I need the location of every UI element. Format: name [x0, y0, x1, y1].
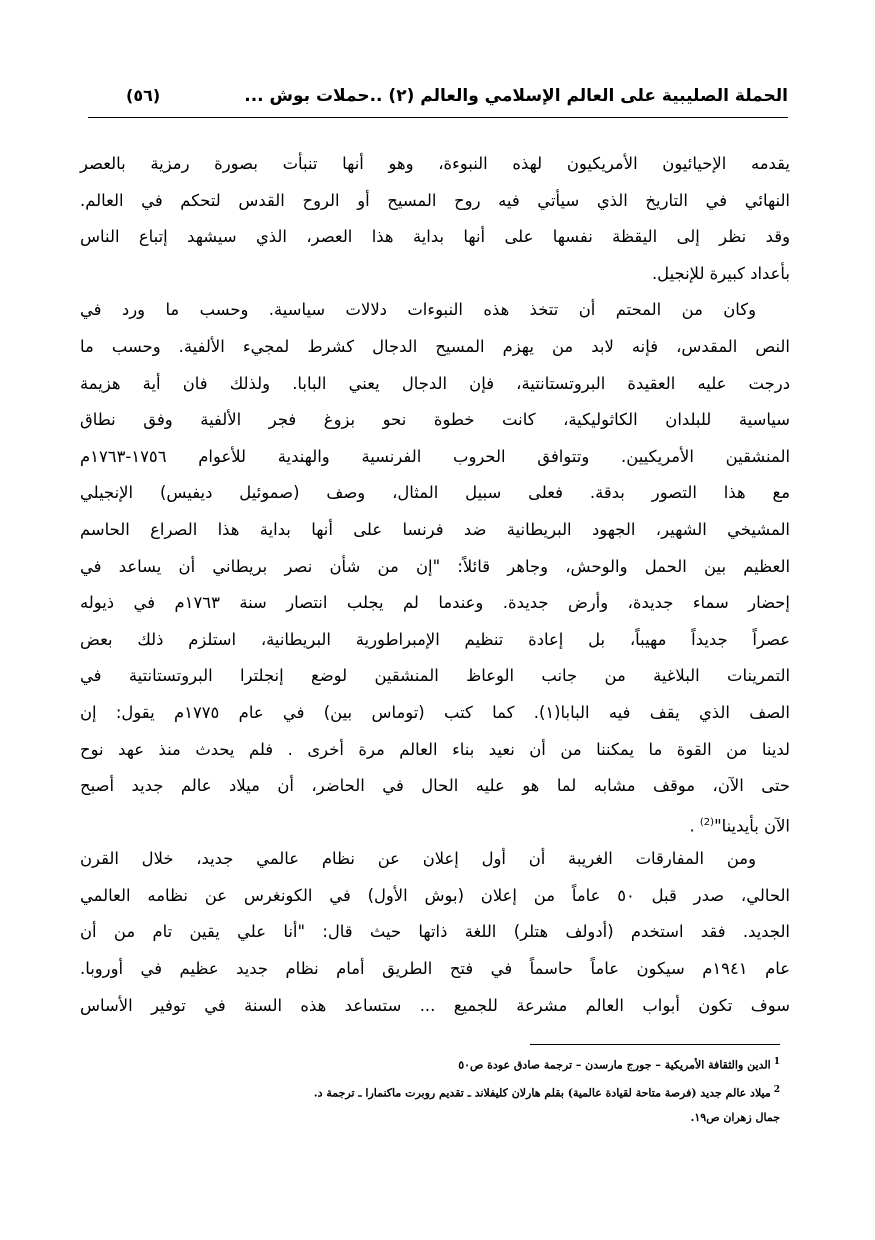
footnote-number: 1 [773, 1057, 780, 1067]
footnote-text: الدين والثقافة الأمريكية – جورج مارسدن – ترجمة صادق عودة ص٥٠ [458, 1058, 771, 1072]
line-tail: . [689, 816, 700, 836]
text-line [80, 146, 790, 183]
line-text: النهائي في التاريخ الذي سيأتي فيه روح المسيح أو الروح القدس لتحكم في العالم. [80, 190, 790, 210]
text-line [80, 805, 790, 842]
text-line [80, 183, 790, 220]
text-line [80, 695, 790, 732]
text-line [80, 475, 790, 512]
text-line [80, 549, 790, 586]
running-header [88, 86, 788, 116]
text-line [80, 841, 790, 878]
footnote-text: جمال زهران ص١٩. [690, 1111, 780, 1125]
footnote-number: 2 [773, 1084, 780, 1095]
header-title: الحملة الصليبية على العالم الإسلامي والعالم (٢) ..حملات بوش ... [244, 86, 788, 106]
footnote [88, 1078, 780, 1106]
line-text: إحضار سماء جديدة، وأرض جديدة. وعندما لم يجلب انتصار سنة ١٧٦٣م في ذيوله [80, 593, 790, 613]
text-line [80, 732, 790, 769]
text-line [80, 878, 790, 915]
line-text: الجديد. فقد استخدم (أدولف هتلر) اللغة ذاتها حيث قال: "أنا علي يقين تام من أن [80, 922, 790, 942]
text-line [80, 219, 790, 256]
text-line [80, 366, 790, 403]
paragraph [80, 292, 790, 841]
footnote [88, 1050, 780, 1078]
footnote-divider [530, 1044, 780, 1045]
line-text: المشيخي الشهير، الجهود البريطانية ضد فرنسا على أنها بداية هذا الصراع الحاسم [80, 519, 790, 539]
footnote-reference[interactable]: (2) [699, 816, 715, 828]
text-line [80, 512, 790, 549]
page-number: (٥٦) [126, 86, 161, 105]
footnotes [88, 1050, 780, 1130]
line-text: لدينا من القوة ما يمكننا من أن نعيد بناء العالم مرة أخرى . فلم يحدث منذ عهد نوح [80, 739, 790, 759]
line-text: سوف تكون أبواب العالم مشرعة للجميع ... ستساعد هذه السنة في توفير الأساس [80, 995, 790, 1015]
header-divider [88, 117, 788, 118]
text-line [80, 658, 790, 695]
line-text: وكان من المحتم أن تتخذ هذه النبوءات دلالات سياسية. وحسب ما ورد في [80, 300, 756, 320]
footnote [88, 1105, 780, 1130]
line-text: الحالي، صدر قبل ٥٠ عاماً من إعلان (بوش الأول) في الكونغرس عن نظامه العالمي [80, 885, 790, 905]
text-line [80, 768, 790, 805]
line-text: يقدمه الإحيائيون الأمريكيون لهذه النبوءة، وهو أنها تنبأت بصورة رمزية بالعصر [80, 154, 790, 173]
line-text: الصف الذي يقف فيه البابا(١). كما كتب (توماس بين) في عام ١٧٧٥م يقول: إن [80, 702, 790, 722]
text-line [80, 439, 790, 476]
line-text: النص المقدس، فإنه لابد من يهزم المسيح الدجال كشرط لمجيء الألفية. وحسب ما [80, 336, 790, 356]
text-line [80, 951, 790, 988]
text-line [80, 914, 790, 951]
line-text: سياسية للبلدان الكاثوليكية، كانت خطوة نحو بزوغ فجر الألفية وفق نطاق [80, 410, 790, 430]
text-line [80, 292, 790, 329]
line-text: بأعداد كبيرة للإنجيل. [651, 263, 790, 283]
line-text: وقد نظر إلى اليقظة نفسها على أنها بداية هذا العصر، الذي سيشهد إتباع الناس [80, 227, 790, 247]
text-line [80, 585, 790, 622]
text-line [80, 402, 790, 439]
line-text: عصراً جديداً مهيباً، بل إعادة تنظيم الإمبراطورية البريطانية، استلزم ذلك بعض [80, 629, 790, 649]
text-line [80, 622, 790, 659]
paragraph [80, 841, 790, 1024]
line-text: درجت عليه العقيدة البروتستانتية، فإن الدجال يعني البابا. ولذلك فان أية هزيمة [80, 373, 790, 393]
line-text: مع هذا التصور بدقة. فعلى سبيل المثال، وصف (صموئيل ديفيس) الإنجيلي [80, 483, 790, 503]
text-line [80, 329, 790, 366]
line-text: حتى الآن، موقف مشابه لما هو عليه الحال في الحاضر، أن ميلاد عالم جديد أصبح [80, 776, 790, 796]
line-text: ومن المفارقات الغريبة أن أول إعلان عن نظام عالمي جديد، خلال القرن [80, 849, 756, 869]
line-text: عام ١٩٤١م سيكون عاماً حاسماً في فتح الطريق أمام نظام جديد عظيم في أوروبا. [80, 959, 790, 979]
footnote-text: ميلاد عالم جديد (فرصة متاحة لقيادة عالمية) بقلم هارلان كليفلاند ـ تقديم روبرت ماكنمارا ـ ترجمة د. [313, 1086, 771, 1100]
line-text: التمرينات البلاغية من جانب الوعاظ المنشقين لوضع إنجلترا البروتستانتية في [80, 666, 790, 686]
text-line [80, 256, 790, 293]
paragraph [80, 146, 790, 292]
line-text: العظيم بين الحمل والوحش، وجاهر قائلاً: "إن من شأن نصر بريطاني أن يساعد في [80, 556, 790, 576]
line-text: المنشقين الأمريكيين. وتتوافق الحروب الفرنسية والهندية للأعوام ١٧٥٦-١٧٦٣م [80, 446, 790, 466]
line-text: الآن بأيدينا" [714, 816, 790, 836]
body-text [80, 146, 790, 1024]
text-line [80, 988, 790, 1025]
